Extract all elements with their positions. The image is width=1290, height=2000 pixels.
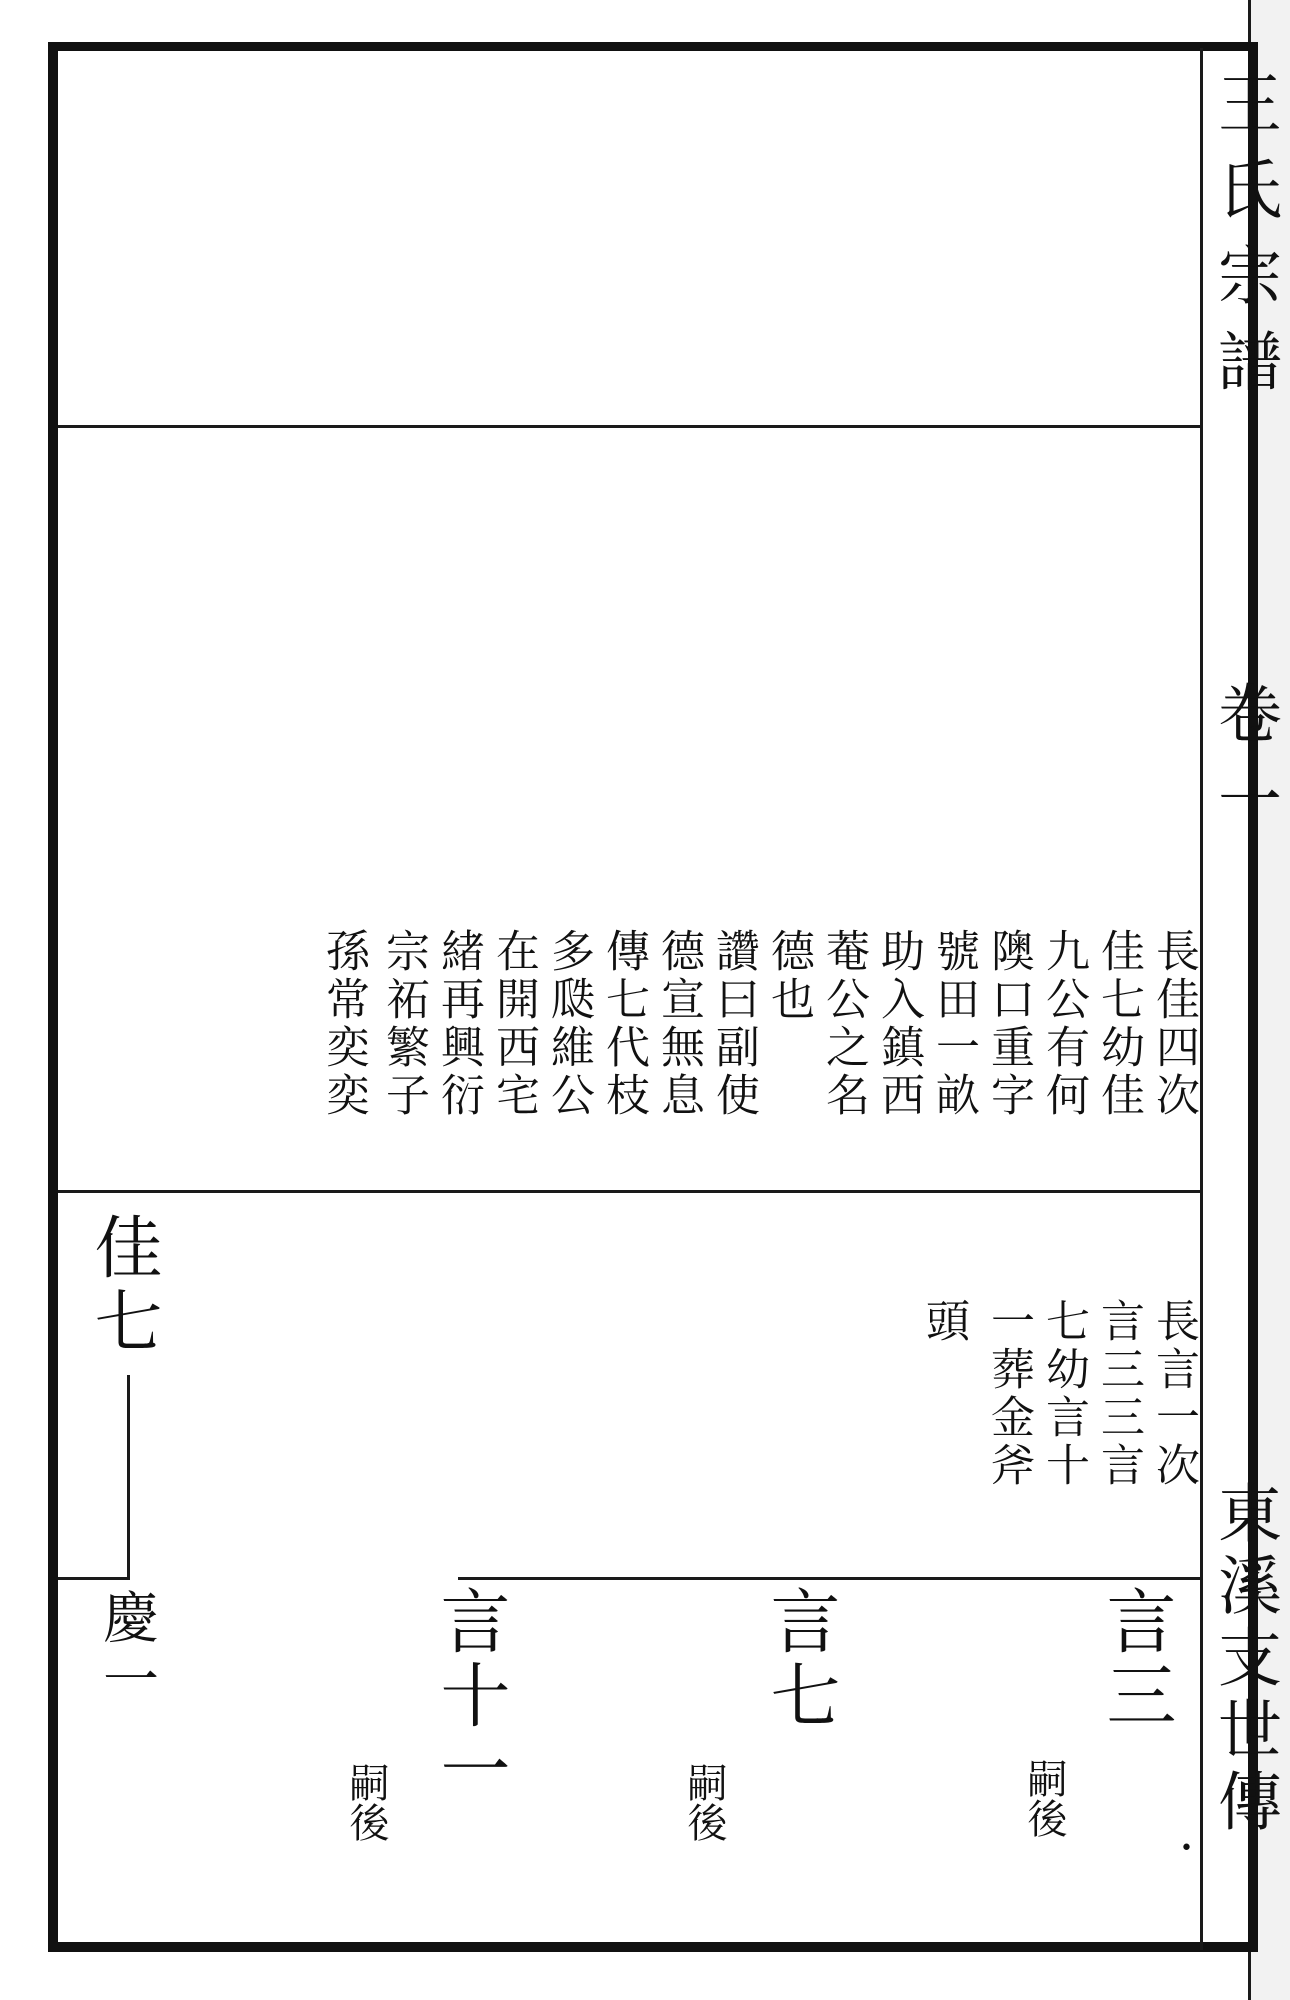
top-entry-col-12: 多瓞維公 bbox=[543, 928, 594, 1120]
row-divider-3 bbox=[458, 1577, 1203, 1580]
middle-entry-col-4: 一葬金斧 bbox=[983, 1298, 1034, 1490]
top-entry-col-4: 隩口重字 bbox=[983, 928, 1034, 1120]
row-divider-1 bbox=[58, 425, 1203, 428]
top-entry-col-1: 長佳四次 bbox=[1148, 928, 1199, 1120]
middle-entry-col-5: 頭 bbox=[918, 1298, 969, 1346]
lineage-connector bbox=[127, 1375, 130, 1579]
entry-name-2: 言七 bbox=[759, 1585, 841, 1733]
generation-label-bottom: 慶一 bbox=[94, 1588, 159, 1712]
top-entry-col-8: 德也 bbox=[763, 928, 814, 1024]
middle-entry-col-2: 言三三言 bbox=[1093, 1298, 1144, 1490]
margin-volume: 卷一 bbox=[1207, 680, 1281, 852]
generation-label-middle: 佳七 bbox=[83, 1212, 162, 1360]
entry-name-1: 言三 bbox=[1095, 1585, 1177, 1733]
top-entry-col-9: 讚曰副使 bbox=[708, 928, 759, 1120]
row-divider-2 bbox=[58, 1190, 1203, 1193]
top-entry-col-3: 九公有何 bbox=[1038, 928, 1089, 1120]
top-entry-col-6: 助入鎮西 bbox=[873, 928, 924, 1120]
margin-section: 東溪支世傳 bbox=[1207, 1480, 1281, 1840]
top-entry-col-2: 佳七幼佳 bbox=[1093, 928, 1144, 1120]
top-entry-col-7: 菴公之名 bbox=[818, 928, 869, 1120]
entry-note-2: 嗣後 bbox=[681, 1762, 727, 1842]
entry-note-1: 嗣後 bbox=[1021, 1758, 1067, 1838]
middle-entry-col-1: 長言一次 bbox=[1148, 1298, 1199, 1490]
entry-note-3: 嗣後 bbox=[343, 1762, 389, 1842]
top-entry-col-13: 在開西宅 bbox=[488, 928, 539, 1120]
margin-rule bbox=[1200, 48, 1203, 1950]
top-entry-col-11: 傳七代枝 bbox=[598, 928, 649, 1120]
row-divider-3-left bbox=[58, 1577, 130, 1580]
entry-name-3: 言十一 bbox=[429, 1585, 511, 1807]
top-entry-col-14: 緒再興衍 bbox=[433, 928, 484, 1120]
top-entry-col-16: 孫常奕奕 bbox=[318, 928, 369, 1120]
top-entry-col-5: 號田一畝 bbox=[928, 928, 979, 1120]
ink-dot: • bbox=[1180, 1836, 1193, 1861]
margin-title: 王氏宗譜 bbox=[1207, 70, 1281, 414]
middle-entry-col-3: 七幼言十 bbox=[1038, 1298, 1089, 1490]
top-entry-col-10: 德宣無息 bbox=[653, 928, 704, 1120]
top-entry-col-15: 宗祏繁子 bbox=[378, 928, 429, 1120]
